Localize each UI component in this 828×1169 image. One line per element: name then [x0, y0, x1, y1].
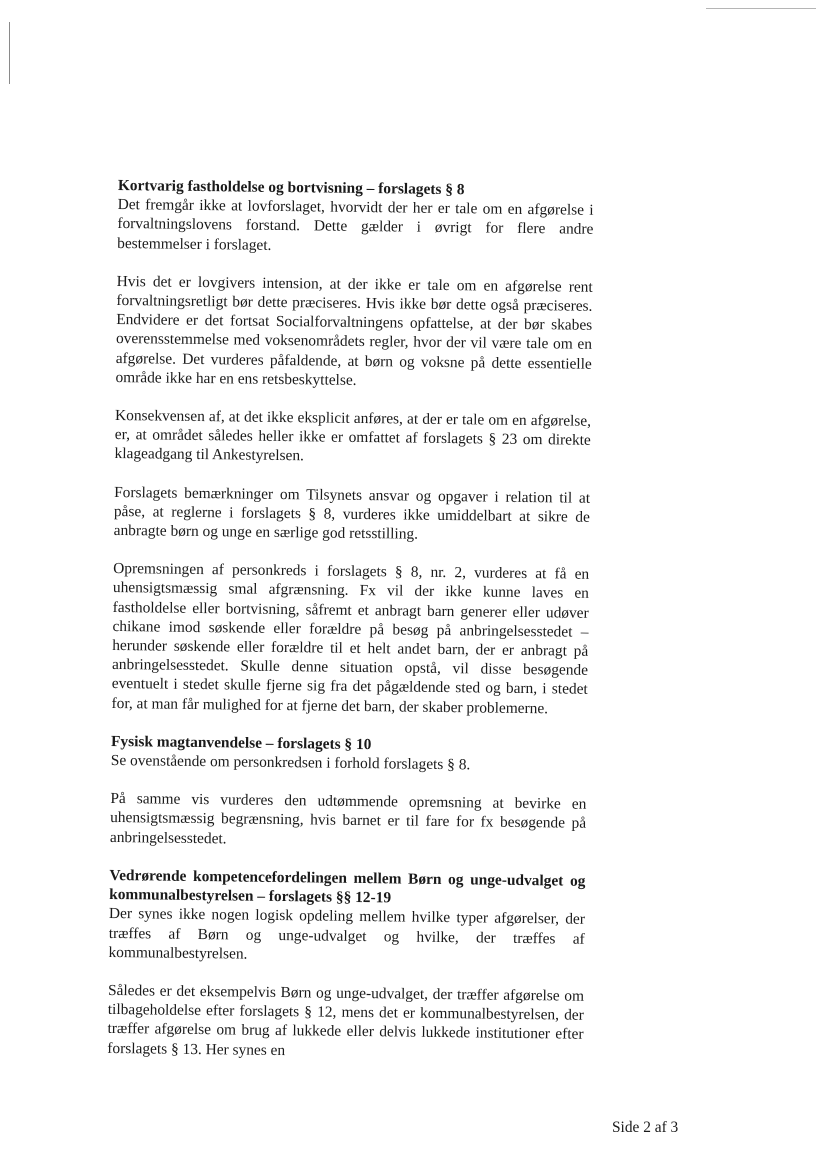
scan-top-mark [706, 8, 816, 9]
section-magtanvendelse [110, 732, 587, 853]
section-heading: Kortvarig fastholdelse og bortvisning – forslagets § 8 [117, 176, 465, 199]
paragraph: Det fremgår ikke at lovforslaget, hvorvidt der her er tale om en afgørelse i forvaltningslovens forstand. Dette gælder i øvrigt for flere andre bestemmelser i forslaget. [117, 196, 594, 254]
section-fastholdelse [111, 176, 594, 719]
section-heading: Vedrørende kompetencefordelingen mellem Børn og unge-udvalget og kommunalbestyrelsen – forslagets §§ 12-19 [109, 866, 586, 907]
page-number: Side 2 af 3 [612, 1119, 679, 1136]
paragraph: Således er det eksempelvis Børn og unge-udvalget, der træffer afgørelse om tilbageholdelse efter forslagets § 12, mens det er kommunalbestyrelsen, der træffer afgørelse om brug af lukkede eller delvis lukkede institutioner efter forslagets § 13. Her synes en [107, 981, 585, 1059]
paragraph: Forslagets bemærkninger om Tilsynets ansvar og opgaver i relation til at påse, at reglerne i forslagets § 8, vurderes ikke umiddelbart at sikre de anbragte børn og unge en særlige god retsstilling. [113, 483, 591, 543]
paragraph: Opremsningen af personkreds i forslagets § 8, nr. 2, vurderes at få en uhensigtsmæssig smal afgrænsning. Fx vil der ikke kunne laves en fastholdelse eller bortvisning, såfremt et anbragt barn generer eller udøver chikane imod søskende eller forældre på besøg på anbringelsesstedet – herunder søskende eller forældre til et helt andet barn, der er anbragt på anbringelsesstedet. Skulle denne situation opstå, vil disse besøgende eventuelt i stedet skulle fjerne sig fra det pågældende sted og barn, i stedet for, at man får mulighed for at fjerne det barn, der skaber problemerne. [111, 560, 590, 717]
paragraph: Se ovenstående om personkredsen i forhold forslagets § 8. [110, 752, 471, 774]
document-body [107, 176, 594, 1082]
section-heading: Fysisk magtanvendelse – forslagets § 10 [110, 732, 372, 754]
paragraph: På samme vis vurderes den udtømmende opremsning at bevirke en uhensigtsmæssig begrænsning, hvis barnet er til fare for fx besøgende på anbringelsesstedet. [109, 790, 587, 848]
paragraph: Hvis det er lovgivers intension, at der ikke er tale om en afgørelse rent forvaltningsretligt bør dette præciseres. Hvis ikke bør dette også præciseres. Endvidere er det fortsat Socialforvaltningens opfattelse, at der bør skabes overensstemmelse med voksenområdets regler, hvor der vil være tale om en afgørelse. Det vurderes påfaldende, at børn og voksne på dette essentielle område ikke har en ens retsbeskyttelse. [115, 272, 593, 389]
paragraph: Konsekvensen af, at det ikke eksplicit anføres, at der er tale om en afgørelse, er, at området således heller ikke er omfattet af forslagets § 23 om direkte klageadgang til Ankestyrelsen. [114, 407, 592, 465]
scan-edge-mark [9, 22, 10, 84]
section-kompetencefordeling [107, 866, 585, 1064]
paragraph: Der synes ikke nogen logisk opdeling mellem hvilke typer afgørelser, der træffes af Børn og unge-udvalget og hvilke, der træffes af kommunalbestyrelsen. [108, 905, 586, 963]
